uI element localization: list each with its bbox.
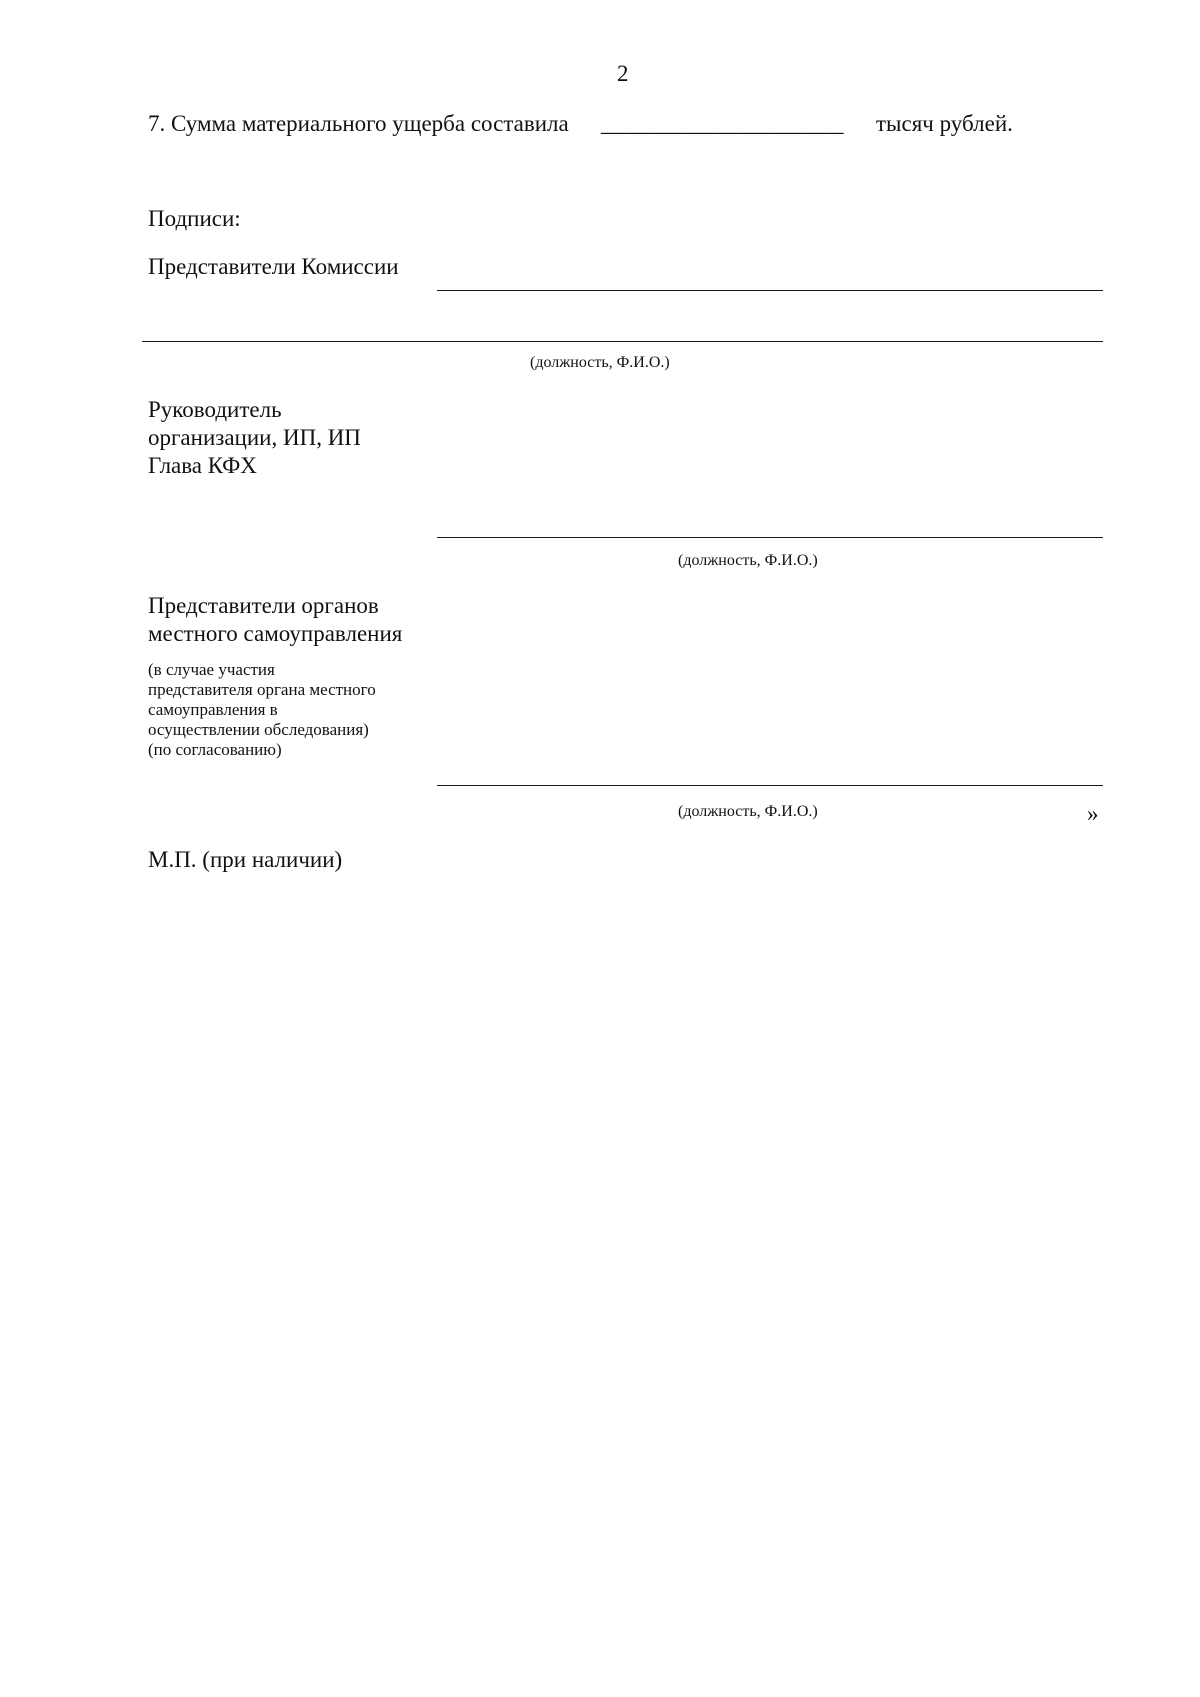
- head-label-line: Руководитель: [148, 397, 282, 422]
- head-label: [148, 396, 361, 480]
- local-gov-label-line: Представители органов: [148, 593, 379, 618]
- commission-label: Представители Комиссии: [148, 254, 399, 279]
- local-gov-signature-line[interactable]: [437, 785, 1103, 786]
- closing-quote: »: [1087, 801, 1099, 826]
- local-gov-note-line: (по согласованию): [148, 740, 282, 759]
- local-gov-note: [148, 660, 376, 760]
- page-number: 2: [617, 61, 629, 86]
- local-gov-label-line: местного самоуправления: [148, 621, 403, 646]
- commission-caption: (должность, Ф.И.О.): [530, 354, 670, 371]
- head-label-line: Глава КФХ: [148, 453, 257, 478]
- damage-label: 7. Сумма материального ущерба составила: [148, 111, 569, 136]
- damage-amount-blank[interactable]: ______________________: [601, 111, 843, 136]
- head-label-line: организации, ИП, ИП: [148, 425, 361, 450]
- local-gov-label: [148, 592, 402, 648]
- commission-signature-line-2[interactable]: [142, 341, 1103, 342]
- local-gov-note-line: (в случае участия: [148, 660, 275, 679]
- commission-signature-line-1[interactable]: [437, 290, 1103, 291]
- head-signature-line[interactable]: [437, 537, 1103, 538]
- local-gov-note-line: осуществлении обследования): [148, 720, 369, 739]
- local-gov-caption: (должность, Ф.И.О.): [678, 803, 818, 820]
- head-caption: (должность, Ф.И.О.): [678, 552, 818, 569]
- stamp-label: М.П. (при наличии): [148, 847, 343, 872]
- signatures-heading: Подписи:: [148, 206, 241, 231]
- local-gov-note-line: представителя органа местного: [148, 680, 376, 699]
- local-gov-note-line: самоуправления в: [148, 700, 278, 719]
- damage-unit: тысяч рублей.: [876, 111, 1013, 136]
